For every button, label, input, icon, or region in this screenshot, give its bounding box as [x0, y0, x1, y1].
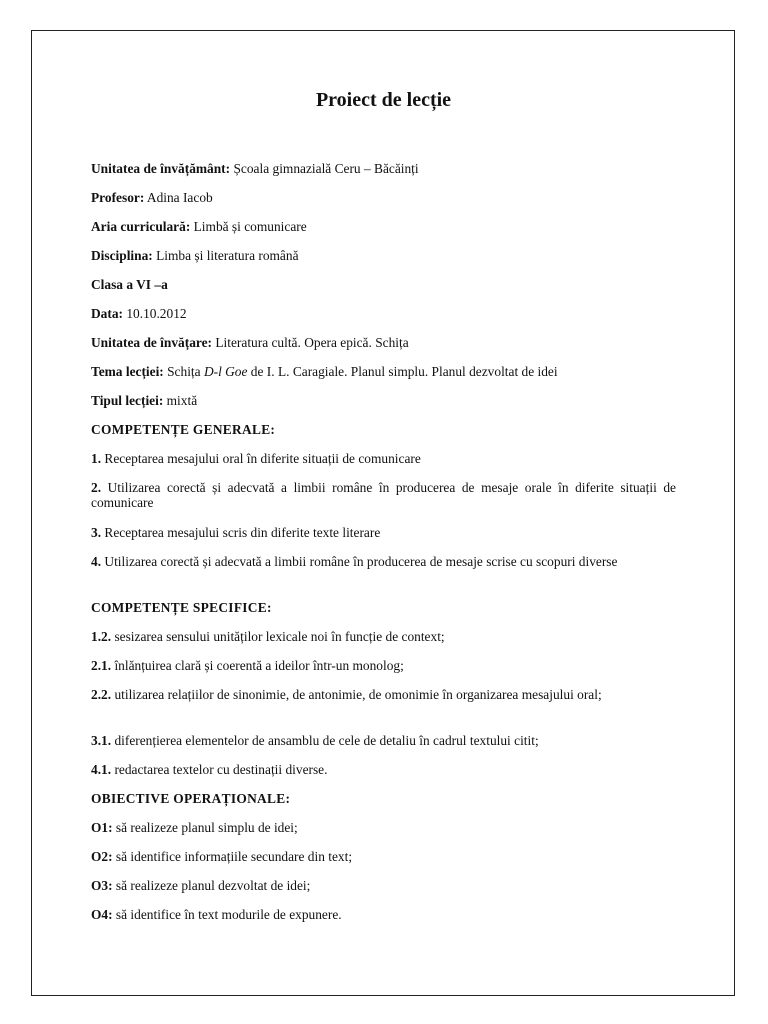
field-value: 10.10.2012 — [122, 306, 187, 321]
field-data — [91, 306, 676, 321]
item-text: să realizeze planul dezvoltat de idei; — [112, 878, 311, 893]
list-item — [91, 480, 676, 510]
item-number: 2.2. — [91, 687, 112, 702]
list-item — [91, 525, 676, 540]
field-value: Schița — [163, 364, 204, 379]
item-text: diferențierea elementelor de ansamblu de cele de detaliu în cadrul textului citit; — [111, 733, 539, 748]
item-text: înlănțuirea clară și coerentă a ideilor într-un monolog; — [111, 658, 404, 673]
field-profesor — [91, 190, 676, 205]
item-number: 4.1. — [91, 762, 112, 777]
item-text: Receptarea mesajului oral în diferite situații de comunicare — [101, 451, 421, 466]
field-tipul-lectiei — [91, 393, 676, 408]
field-unitate-invatare — [91, 335, 676, 350]
item-text: utilizarea relațiilor de sinonimie, de antonimie, de omonimie în organizarea mesajului oral; — [111, 687, 602, 702]
item-number: 4. — [91, 554, 102, 569]
item-number: 1.2. — [91, 629, 112, 644]
field-value: mixtă — [163, 393, 198, 408]
field-value: Adina Iacob — [144, 190, 213, 205]
field-label: Clasa a VI –a — [91, 277, 168, 292]
field-label: Unitatea de învățământ: — [91, 161, 231, 176]
item-text: Receptarea mesajului scris din diferite texte literare — [101, 525, 381, 540]
item-text: Utilizarea corectă și adecvată a limbii române în producerea de mesaje scrise cu scopuri diverse — [101, 554, 618, 569]
field-value: Școala gimnazială Ceru – Băcăinți — [230, 161, 419, 176]
field-label: Tipul lecției: — [91, 393, 164, 408]
item-text: redactarea textelor cu destinații diverse. — [111, 762, 328, 777]
list-item — [91, 820, 676, 835]
list-item — [91, 451, 676, 466]
field-clasa — [91, 277, 676, 292]
list-item — [91, 907, 676, 922]
list-item — [91, 733, 676, 748]
field-value: Limbă și comunicare — [190, 219, 307, 234]
field-tema-lectiei — [91, 364, 676, 379]
field-label: Data: — [91, 306, 123, 321]
item-text: Utilizarea corectă și adecvată a limbii române în producerea de mesaje orale în diferite situații de comunicare — [91, 480, 676, 510]
field-value-italic: D-l Goe — [203, 364, 248, 379]
field-label: Disciplina: — [91, 248, 153, 263]
field-label: Profesor: — [91, 190, 145, 205]
item-number: O4: — [91, 907, 113, 922]
list-item — [91, 762, 676, 777]
list-item — [91, 687, 676, 702]
item-number: 3. — [91, 525, 102, 540]
section-heading-obiective: OBIECTIVE OPERAȚIONALE: — [91, 791, 291, 806]
field-unitate-invatamant — [91, 161, 676, 176]
list-item — [91, 629, 676, 644]
field-label: Unitatea de învățare: — [91, 335, 212, 350]
item-number: O2: — [91, 849, 113, 864]
item-text: sesizarea sensului unităților lexicale noi în funcție de context; — [111, 629, 445, 644]
list-item — [91, 554, 676, 569]
field-disciplina — [91, 248, 676, 263]
item-number: 2. — [91, 480, 102, 495]
item-number: O3: — [91, 878, 113, 893]
section-heading-competente-generale: COMPETENȚE GENERALE: — [91, 422, 276, 437]
list-item — [91, 849, 676, 864]
field-aria-curriculara — [91, 219, 676, 234]
field-value: Literatura cultă. Opera epică. Schița — [212, 335, 409, 350]
item-text: să identifice informațiile secundare din text; — [112, 849, 353, 864]
field-label: Tema lecției: — [91, 364, 164, 379]
item-number: 2.1. — [91, 658, 112, 673]
field-label: Aria curriculară: — [91, 219, 191, 234]
item-number: 1. — [91, 451, 102, 466]
list-item — [91, 878, 676, 893]
list-item — [91, 658, 676, 673]
page-title: Proiect de lecție — [315, 89, 452, 111]
item-text: să realizeze planul simplu de idei; — [112, 820, 298, 835]
field-value: Limba și literatura română — [152, 248, 299, 263]
field-value: de I. L. Caragiale. Planul simplu. Planul dezvoltat de idei — [247, 364, 558, 379]
item-number: 3.1. — [91, 733, 112, 748]
section-heading-competente-specifice: COMPETENȚE SPECIFICE: — [91, 600, 272, 615]
item-number: O1: — [91, 820, 113, 835]
item-text: să identifice în text modurile de expunere. — [112, 907, 342, 922]
